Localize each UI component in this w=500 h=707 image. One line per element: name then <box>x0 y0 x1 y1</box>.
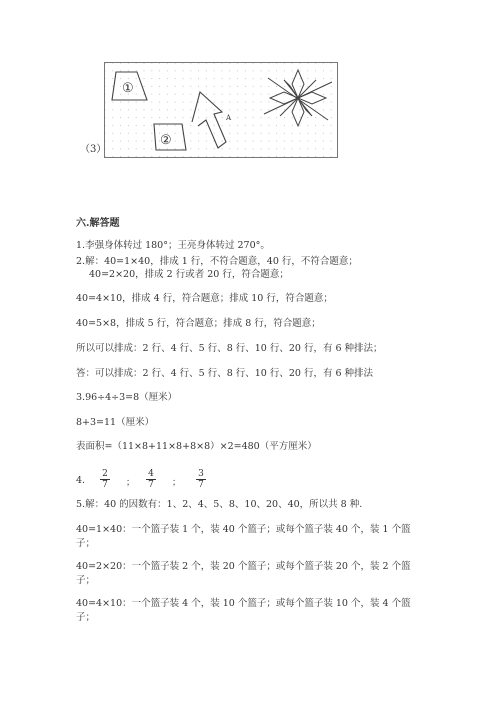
fraction-3-num: 3 <box>198 469 204 479</box>
answer-2-line5: 40=5×8，排成 5 行，符合题意；排成 8 行，符合题意； <box>76 318 321 329</box>
shape2-label: ② <box>160 133 172 148</box>
answer-5-line2b: 子； <box>76 538 96 549</box>
answer-2-summary: 所以可以排成：2 行、4 行、5 行、8 行、10 行、20 行，有 6 种排法； <box>76 343 383 354</box>
answer-5-line1: 5.解：40 的因数有：1、2、4、5、8、10、20、40，所以共 8 种. <box>76 499 363 510</box>
shape1-label: ① <box>122 81 134 96</box>
answer-5-line4a: 40=4×10：一个篮子装 4 个，装 10 个篮子；或每个篮子装 10 个，装 4 个篮 <box>76 598 411 609</box>
fraction-2 <box>145 469 157 490</box>
answer-2-final: 答：可以排成：2 行、4 行、5 行、8 行、10 行、20 行，有 6 种排法 <box>76 368 374 379</box>
separator-1: ； <box>126 478 136 488</box>
answer-3-line1: 3.96÷4÷3=8（厘米） <box>76 392 178 403</box>
answer-1: 1.李强身体转过 180°；王亮身体转过 270°。 <box>76 240 270 251</box>
fraction-3-den: 7 <box>198 480 204 490</box>
answer-2: 2.解：40=1×40，排成 1 行，不符合题意，40 行，不符合题意； <box>76 256 358 267</box>
answer-2-cont: 40=2×20，排成 2 行或者 20 行，符合题意； <box>89 269 289 280</box>
answer-4-prefix: 4. <box>76 475 86 486</box>
fraction-2-num: 4 <box>148 469 154 479</box>
fraction-2-den: 7 <box>148 480 154 490</box>
answer-5-line3a: 40=2×20：一个篮子装 2 个，装 20 个篮子；或每个篮子装 20 个，装 2 个篮 <box>76 561 411 572</box>
arrow-label: A <box>226 114 232 122</box>
answer-2-line4: 40=4×10，排成 4 行，符合题意；排成 10 行，符合题意； <box>76 293 333 304</box>
answer-5-line2a: 40=1×40：一个篮子装 1 个，装 40 个篮子；或每个篮子装 40 个，装 1 个篮 <box>76 524 411 535</box>
fraction-1-den: 7 <box>102 480 108 490</box>
fraction-1-num: 2 <box>102 469 108 479</box>
fraction-3 <box>195 469 207 490</box>
fraction-1 <box>99 469 111 490</box>
section-title: 六.解答题 <box>76 218 120 229</box>
separator-2: ； <box>172 478 182 488</box>
grid-figure <box>104 62 338 158</box>
answer-3-line2: 8+3=11（厘米） <box>76 417 155 428</box>
answer-3-line3: 表面积=（11×8+11×8+8×8）×2=480（平方厘米） <box>76 441 317 452</box>
figure-label: （3） <box>80 144 107 155</box>
answer-5-line3b: 子； <box>76 575 96 586</box>
answer-5-line4b: 子； <box>76 612 96 623</box>
